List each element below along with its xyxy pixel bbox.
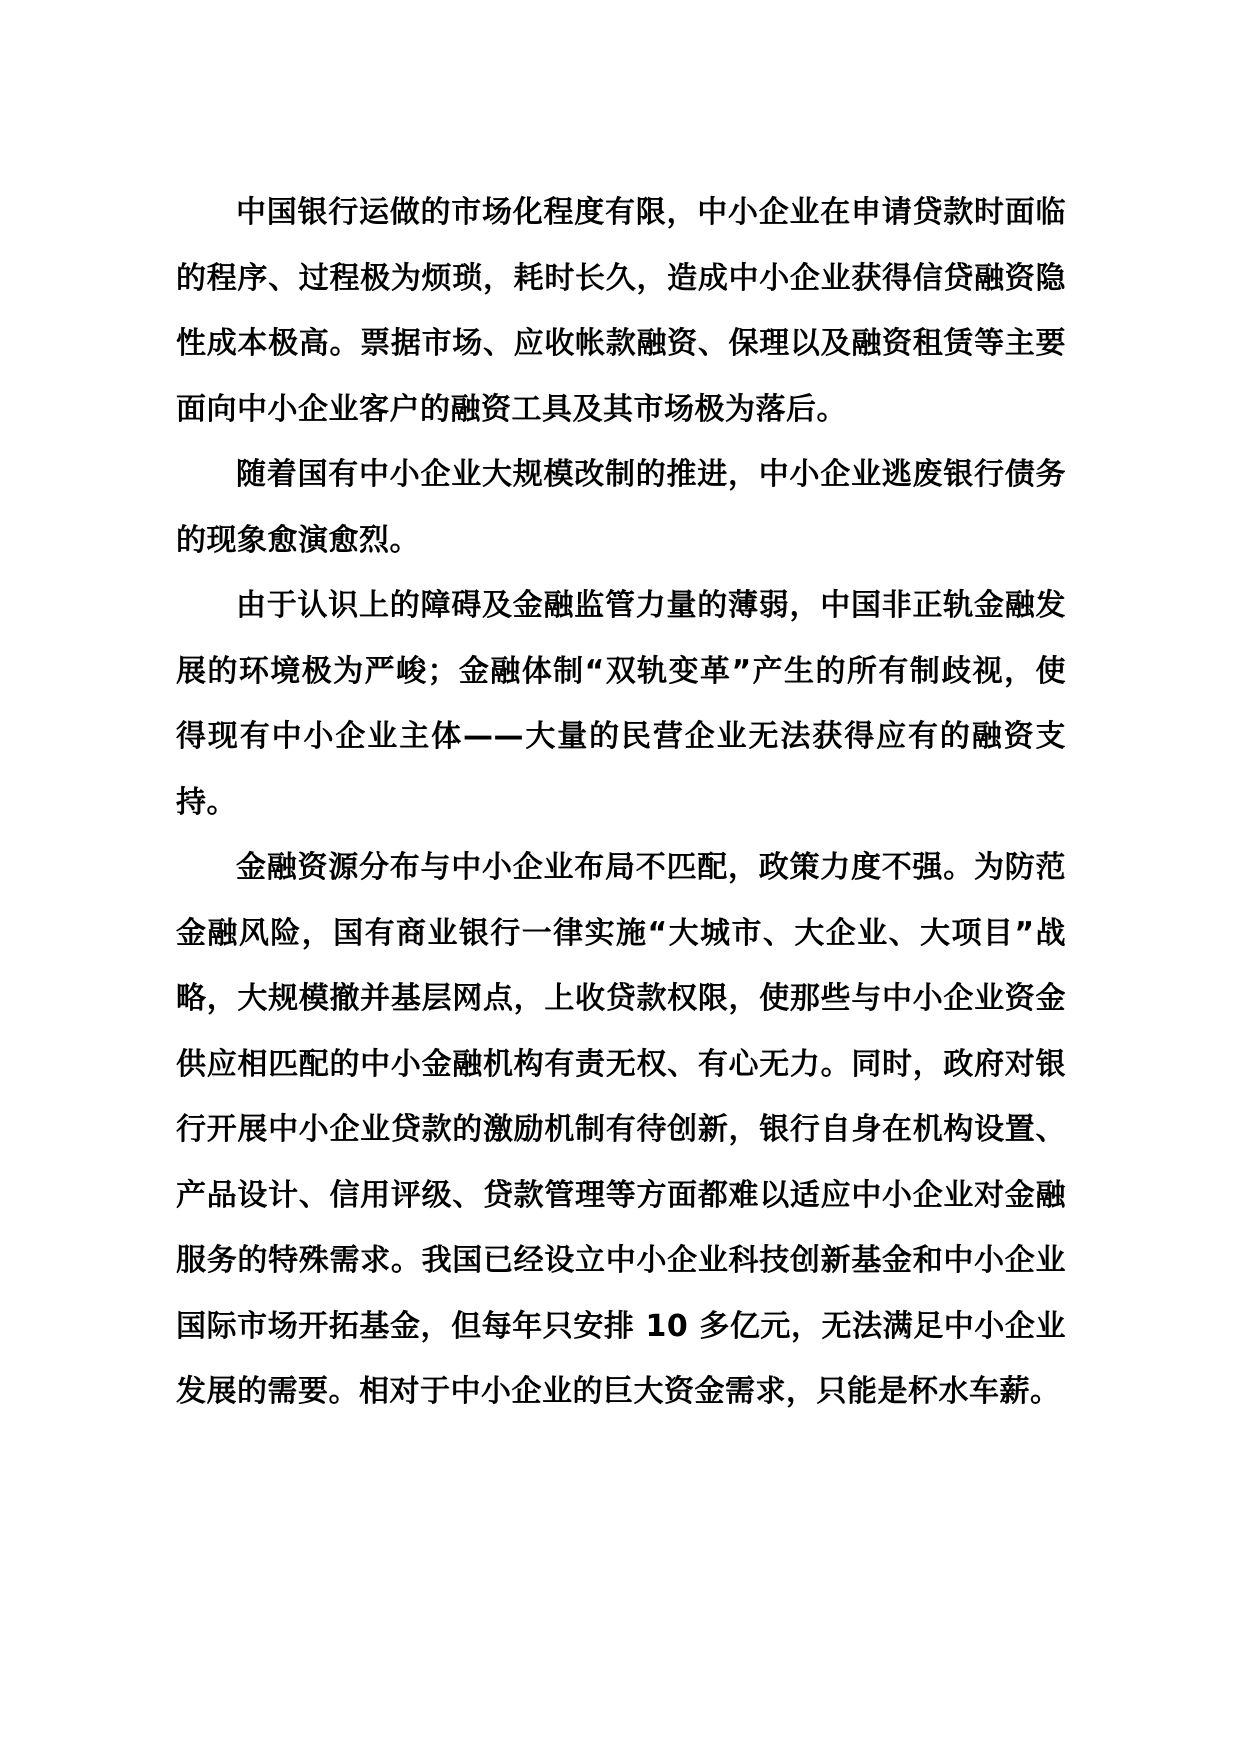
paragraph-debt-evasion: 随着国有中小企业大规模改制的推进，中小企业逃废银行债务的现象愈演愈烈。 [176,457,1066,558]
paragraph-resource-mismatch: 金融资源分布与中小企业布局不匹配，政策力度不强。为防范金融风险，国有商业银行一律实施“大城市、大企业、大项目”战略，大规模撤并基层网点，上收贷款权限，使那些与中小企业资金供应相匹配的中小金融机构有责无权、有心无力。同时，政府对银行开展中小企业贷款的激励机制有待创新，银行自身在机构设置、产品设计、信用评级、贷款管理等方面都难以适应中小企业对金融服务的特殊需求。我国已经设立中小企业科技创新基金和中小企业国际市场开拓基金，但每年只安排 10 多亿元，无法满足中小企业发展的需要。相对于中小企业的巨大资金需求，只能是杯水车薪。 [176,850,1066,1409]
paragraph-bank-marketization: 中国银行运做的市场化程度有限，中小企业在申请贷款时面临的程序、过程极为烦琐，耗时长久，造成中小企业获得信贷融资隐性成本极高。票据市场、应收帐款融资、保理以及融资租赁等主要面向中小企业客户的融资工具及其市场极为落后。 [176,195,1066,427]
document-body [176,180,1066,1425]
paragraph-informal-finance: 由于认识上的障碍及金融监管力量的薄弱，中国非正轨金融发展的环境极为严峻；金融体制“双轨变革”产生的所有制歧视，使得现有中小企业主体——大量的民营企业无法获得应有的融资支持。 [176,588,1066,820]
